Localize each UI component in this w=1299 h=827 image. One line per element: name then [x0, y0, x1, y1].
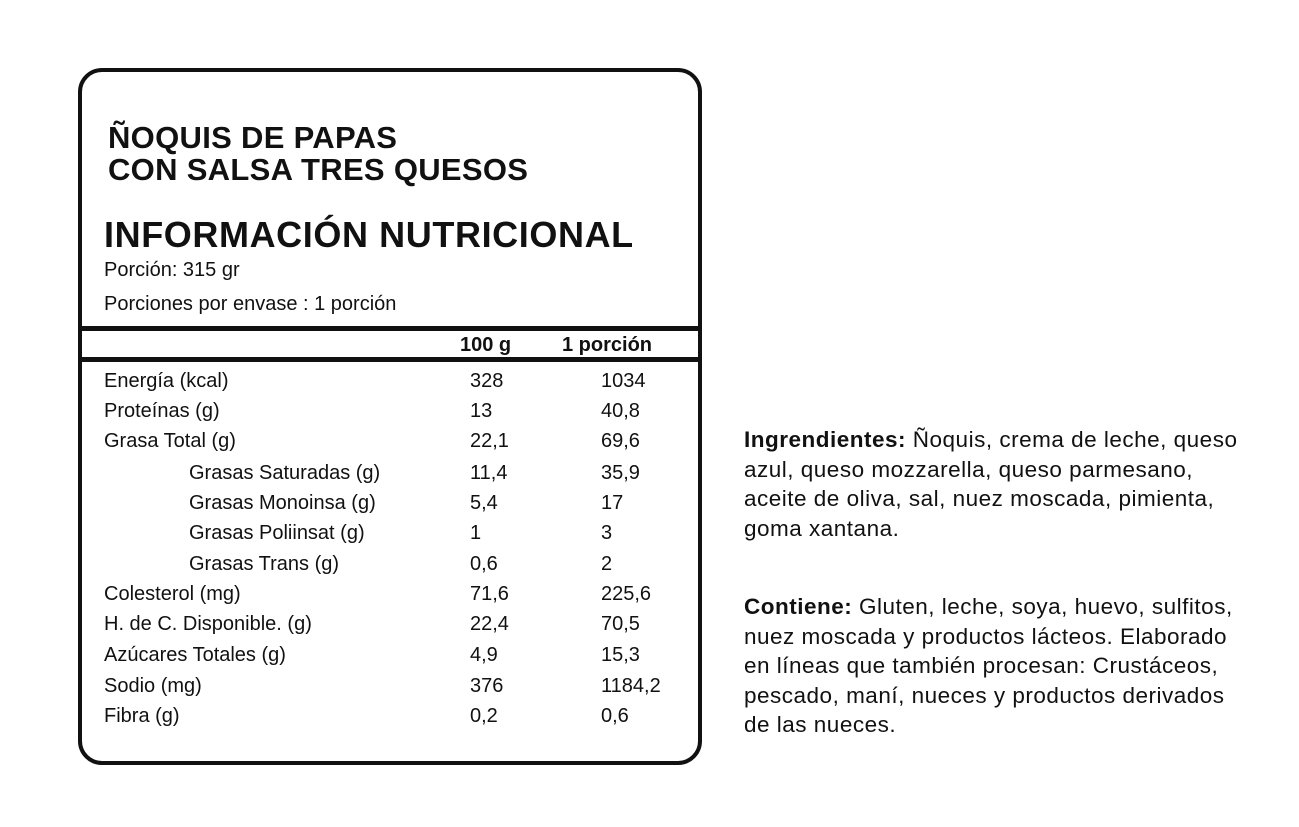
serving-size: Porción: 315 gr	[104, 259, 240, 281]
nutrient-name: H. de C. Disponible. (g)	[104, 613, 312, 635]
ingredients-paragraph	[744, 425, 1244, 543]
nutrient-value-portion: 15,3	[601, 644, 640, 666]
table-top-divider	[82, 326, 698, 331]
nutrient-value-100g: 0,2	[470, 705, 498, 727]
nutrient-name: Fibra (g)	[104, 705, 180, 727]
nutrient-name: Grasas Monoinsa (g)	[189, 492, 376, 514]
allergens-label: Contiene:	[744, 594, 853, 619]
ingredients-label: Ingrendientes:	[744, 427, 907, 452]
nutrient-name: Grasa Total (g)	[104, 430, 236, 452]
ingredients-text: Ñoquis, crema de leche, queso azul, queso mozzarella, queso parmesano, aceite de oliva, sal, nuez moscada, pimienta, goma xantana.	[744, 427, 1238, 541]
allergens-text: Gluten, leche, soya, huevo, sulfitos, nuez moscada y productos lácteos. Elaborado en líneas que también procesan: Crustáceos, pescado, maní, nueces y productos derivados de las nueces.	[744, 594, 1233, 737]
nutrient-value-100g: 4,9	[470, 644, 498, 666]
nutrient-value-100g: 13	[470, 400, 493, 422]
nutrient-name: Energía (kcal)	[104, 370, 229, 392]
nutrient-row-sodium	[82, 675, 698, 705]
nutrient-row-saturated-fat	[82, 462, 698, 492]
servings-per-package: Porciones por envase : 1 porción	[104, 293, 397, 315]
nutrient-name: Proteínas (g)	[104, 400, 220, 422]
nutrient-value-100g: 22,4	[470, 613, 509, 635]
nutrient-value-100g: 22,1	[470, 430, 509, 452]
nutrient-name: Grasas Trans (g)	[189, 553, 340, 575]
nutrient-value-100g: 1	[470, 522, 482, 544]
nutrient-row-carbohydrates	[82, 613, 698, 643]
nutrient-row-monounsaturated-fat	[82, 492, 698, 522]
column-header-portion: 1 porción	[562, 334, 653, 356]
nutrient-name: Grasas Saturadas (g)	[189, 462, 381, 484]
nutrient-row-cholesterol	[82, 583, 698, 613]
nutrient-value-100g: 11,4	[470, 462, 508, 484]
product-title-line-2: CON SALSA TRES QUESOS	[108, 152, 529, 187]
nutrient-value-100g: 328	[470, 370, 504, 392]
nutrient-row-protein	[82, 400, 698, 430]
nutrient-value-portion: 0,6	[601, 705, 629, 727]
nutrient-value-portion: 1184,2	[601, 675, 661, 697]
nutrient-value-100g: 376	[470, 675, 504, 697]
column-header-100g: 100 g	[460, 334, 512, 356]
table-header-divider	[82, 357, 698, 362]
nutrient-value-portion: 40,8	[601, 400, 640, 422]
nutrient-value-100g: 5,4	[470, 492, 498, 514]
nutrient-row-trans-fat	[82, 553, 698, 583]
nutrient-name: Azúcares Totales (g)	[104, 644, 286, 666]
nutrition-heading: INFORMACIÓN NUTRICIONAL	[104, 214, 634, 255]
nutrition-facts-panel	[78, 68, 702, 765]
nutrient-value-100g: 0,6	[470, 553, 498, 575]
nutrient-value-portion: 17	[601, 492, 624, 514]
nutrient-row-total-sugars	[82, 644, 698, 674]
nutrient-row-energy	[82, 370, 698, 400]
nutrient-value-portion: 3	[601, 522, 613, 544]
nutrient-value-portion: 35,9	[601, 462, 640, 484]
nutrient-row-fiber	[82, 705, 698, 735]
nutrient-name: Colesterol (mg)	[104, 583, 241, 605]
nutrient-value-portion: 225,6	[601, 583, 652, 605]
nutrient-name: Sodio (mg)	[104, 675, 202, 697]
product-title-line-1: ÑOQUIS DE PAPAS	[108, 120, 398, 155]
nutrient-value-portion: 1034	[601, 370, 646, 392]
product-title	[108, 122, 528, 186]
nutrient-row-total-fat	[82, 430, 698, 460]
nutrient-row-polyunsaturated-fat	[82, 522, 698, 552]
nutrient-value-portion: 69,6	[601, 430, 640, 452]
nutrient-value-100g: 71,6	[470, 583, 509, 605]
nutrient-name: Grasas Poliinsat (g)	[189, 522, 365, 544]
allergens-paragraph	[744, 592, 1244, 740]
nutrient-value-portion: 70,5	[601, 613, 640, 635]
nutrient-value-portion: 2	[601, 553, 613, 575]
